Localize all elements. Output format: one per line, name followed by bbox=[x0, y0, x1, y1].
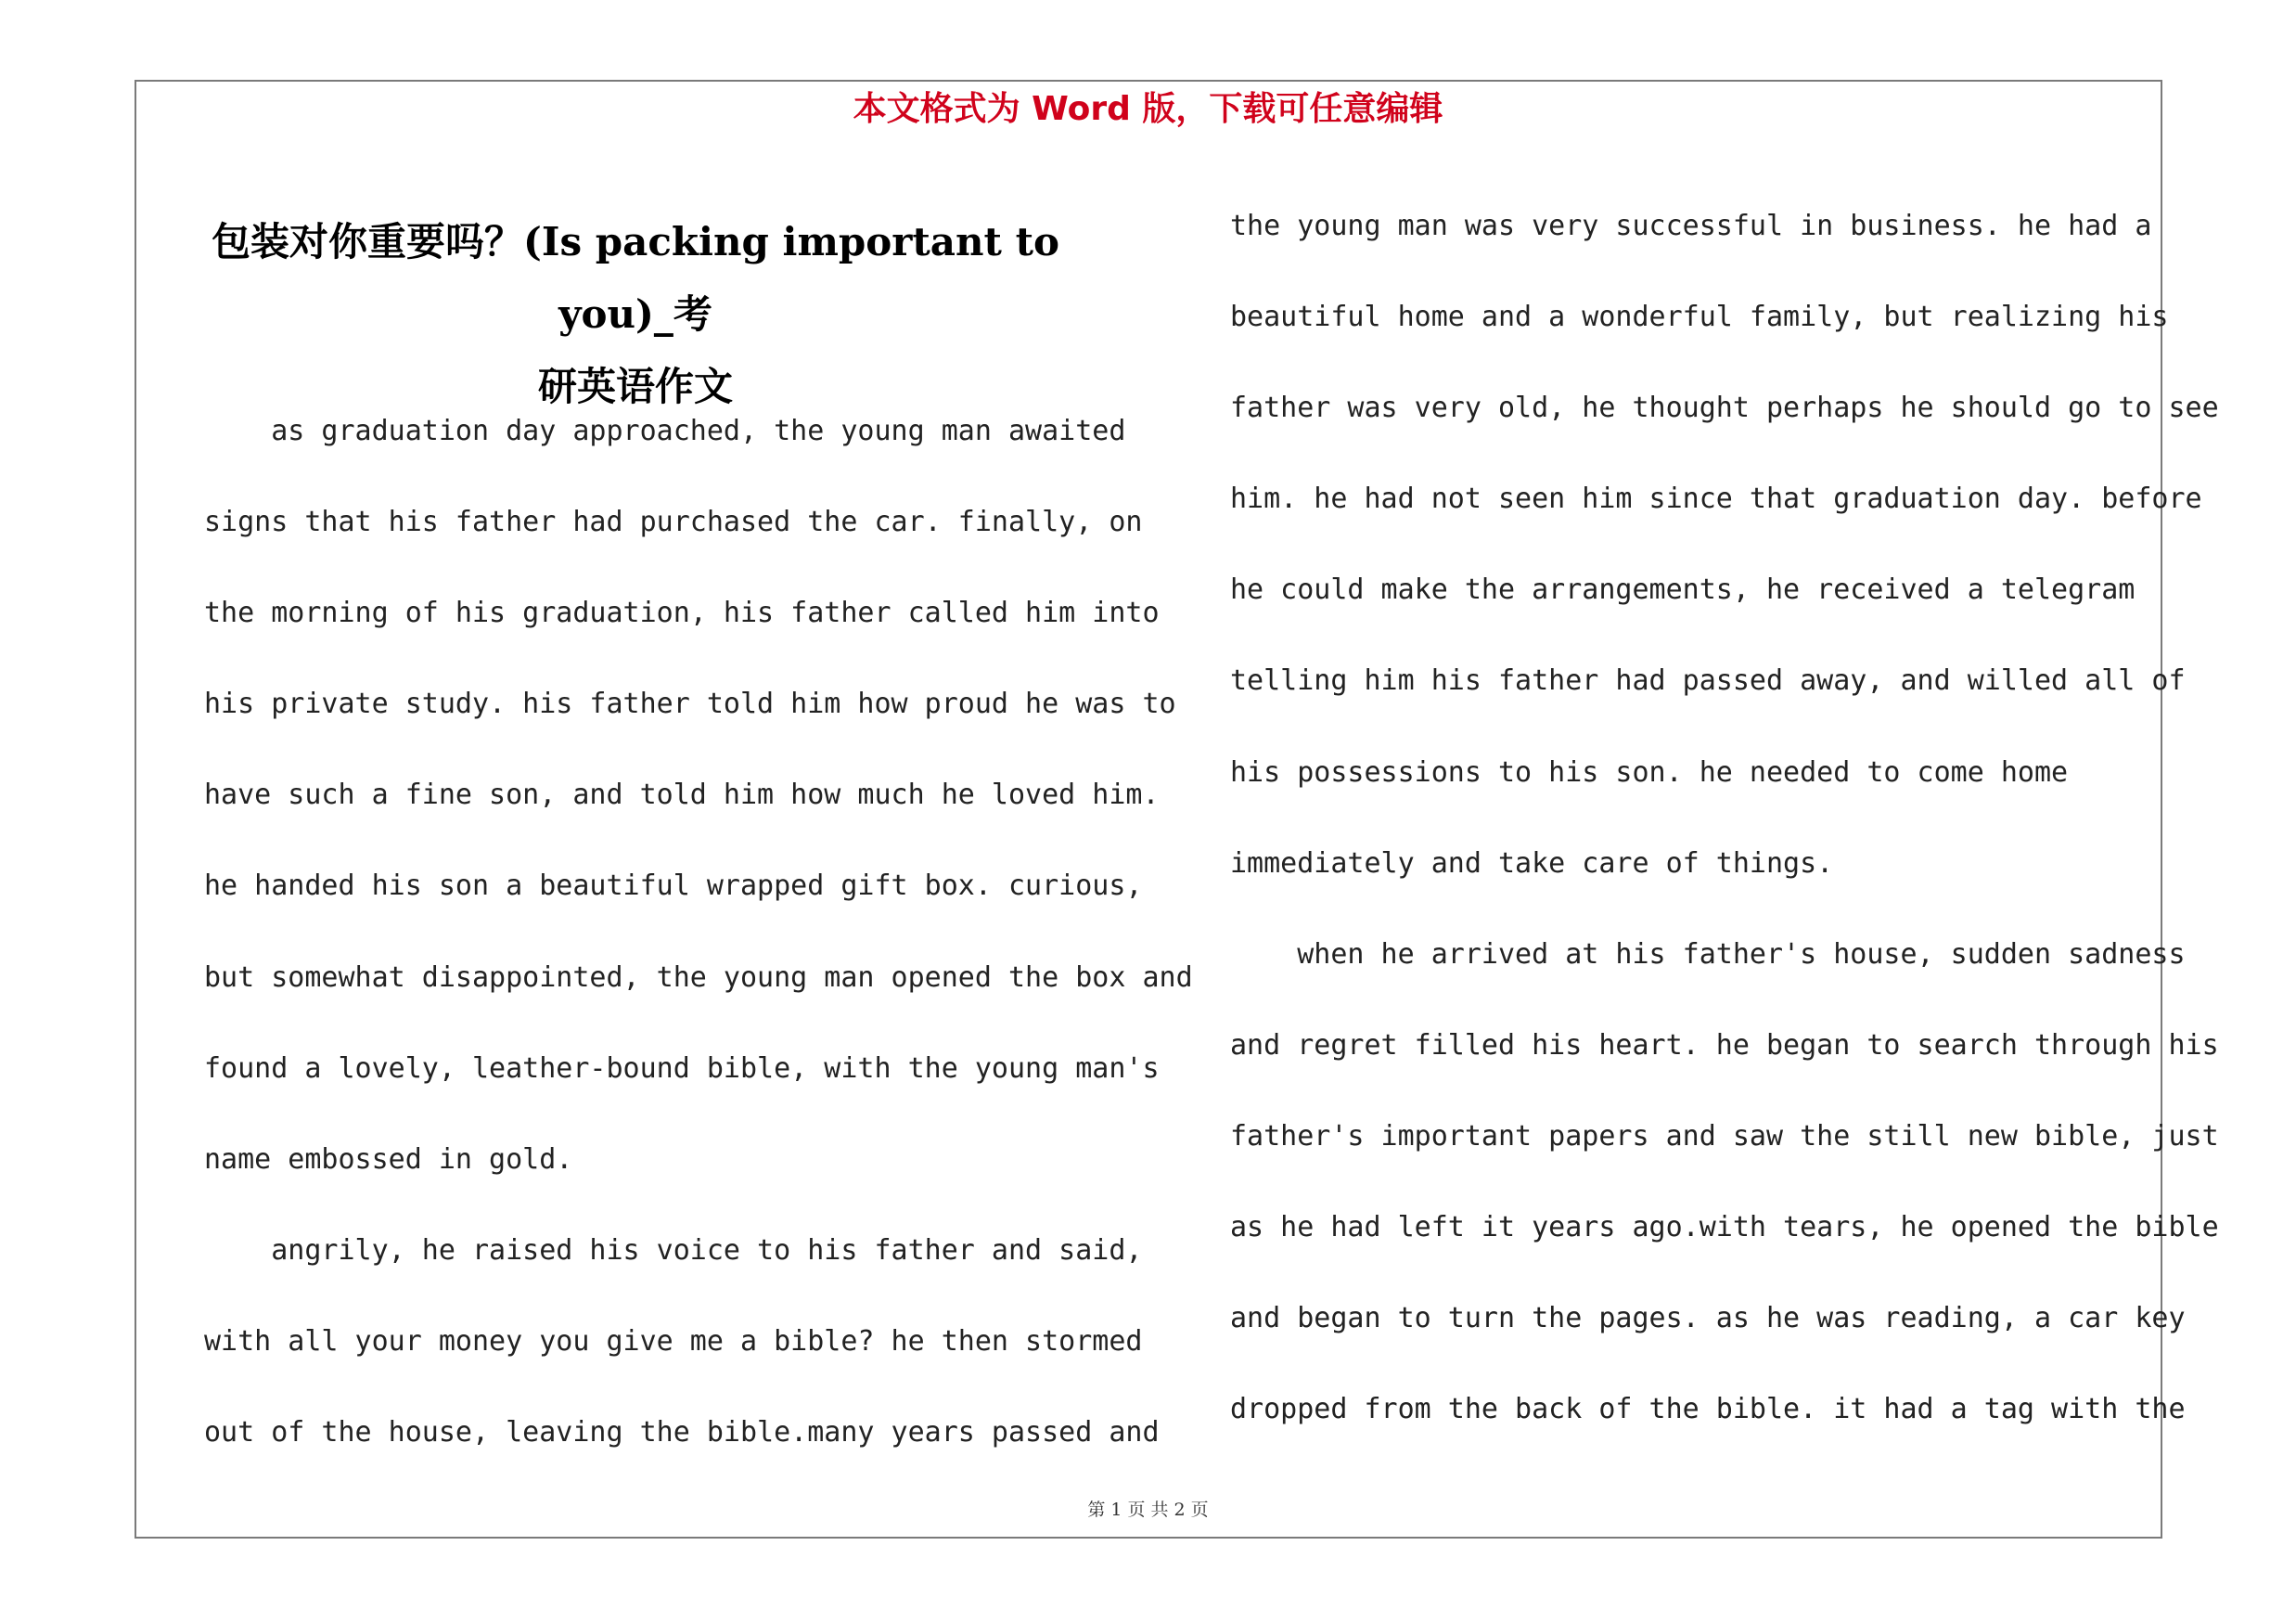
text-line: signs that his father had purchased the car. finally, on bbox=[204, 506, 1143, 539]
text-line: as graduation day approached, the young man awaited bbox=[204, 415, 1126, 447]
editable-notice-banner: 本文格式为 Word 版，下载可任意编辑 bbox=[853, 90, 1443, 128]
text-line: the young man was very successful in business. he had a bbox=[1230, 210, 2152, 242]
document-title-line-2: 研英语作文 bbox=[537, 364, 733, 409]
right-text-column bbox=[1230, 181, 2219, 1455]
text-line: out of the house, leaving the bible.many years passed and bbox=[204, 1416, 1160, 1449]
text-line: and began to turn the pages. as he was reading, a car key bbox=[1230, 1302, 2186, 1335]
text-line: immediately and take care of things. bbox=[1230, 846, 1834, 880]
text-line: him. he had not seen him since that graduation day. before bbox=[1230, 483, 2202, 516]
text-line: and regret filled his heart. he began to search through his bbox=[1230, 1028, 2219, 1062]
text-line: name embossed in gold. bbox=[204, 1142, 573, 1176]
text-line: dropped from the back of the bible. it had a tag with the bbox=[1230, 1393, 2186, 1426]
text-line: his private study. his father told him how proud he was to bbox=[204, 688, 1176, 721]
text-line: father's important papers and saw the still new bible, just bbox=[1230, 1119, 2219, 1153]
document-title-line-1: 包装对你重要吗？(Is packing important to you)_考 bbox=[211, 219, 1059, 337]
text-line: the morning of his graduation, his father called him into bbox=[204, 597, 1160, 630]
text-line: beautiful home and a wonderful family, but realizing his bbox=[1230, 301, 2169, 334]
text-line: have such a fine son, and told him how much he loved him. bbox=[204, 779, 1160, 812]
text-line: father was very old, he thought perhaps he should go to see bbox=[1230, 392, 2219, 425]
page-number-footer: 第 1 页 共 2 页 bbox=[1087, 1500, 1209, 1520]
text-line: when he arrived at his father's house, sudden sadness bbox=[1230, 937, 2186, 971]
text-line: telling him his father had passed away, and willed all of bbox=[1230, 664, 2186, 698]
left-text-column bbox=[204, 386, 1193, 1478]
text-line: as he had left it years ago.with tears, he opened the bible bbox=[1230, 1211, 2219, 1244]
text-line: he handed his son a beautiful wrapped gift box. curious, bbox=[204, 869, 1143, 903]
text-line: but somewhat disappointed, the young man opened the box and bbox=[204, 960, 1193, 994]
text-line: angrily, he raised his voice to his father and said, bbox=[204, 1233, 1143, 1267]
text-line: with all your money you give me a bible? he then stormed bbox=[204, 1324, 1143, 1358]
text-line: his possessions to his son. he needed to come home bbox=[1230, 755, 2069, 789]
text-line: found a lovely, leather-bound bible, with the young man's bbox=[204, 1051, 1160, 1085]
text-line: he could make the arrangements, he received a telegram bbox=[1230, 573, 2136, 607]
